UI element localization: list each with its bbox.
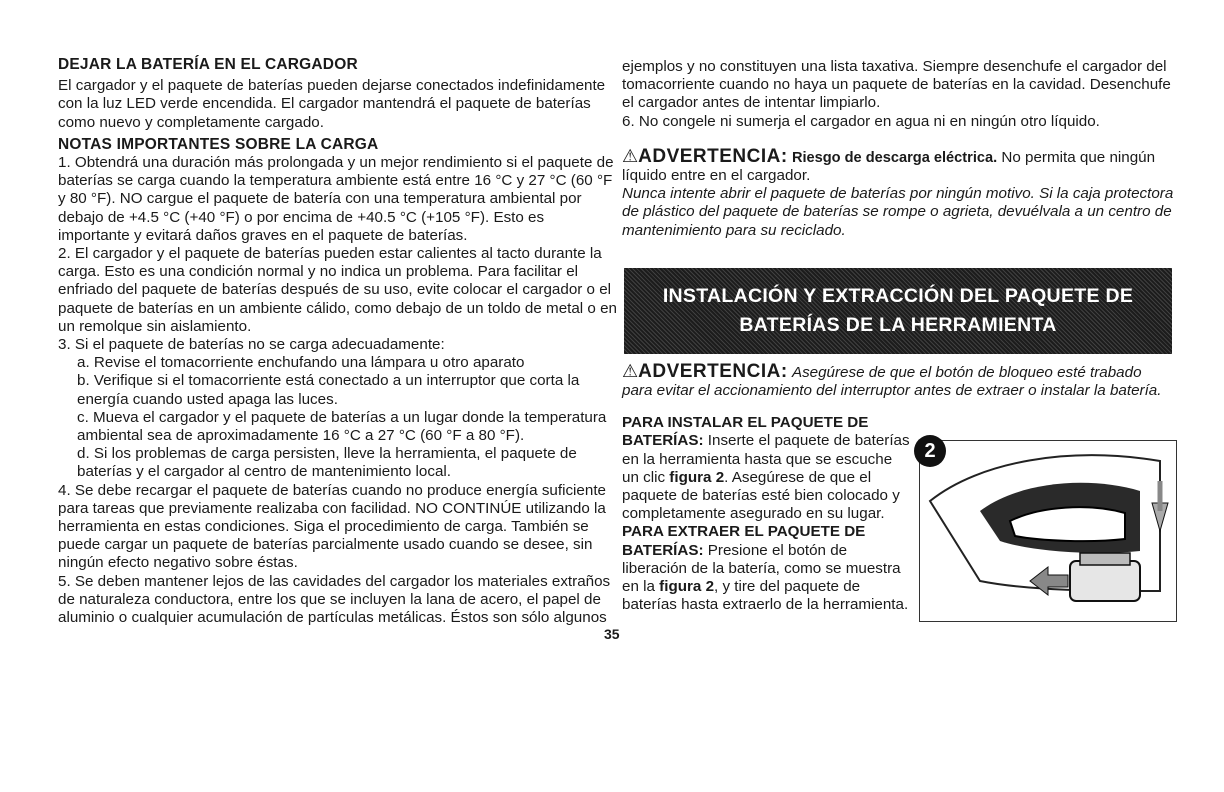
note-3c: c. Mueva el cargador y el paquete de baterías a un lugar donde la temperatura ambiental sea de aproximadamente 16 °C a 27 °C (60 °F a 80 °F). bbox=[77, 408, 607, 445]
figure-number-badge: 2 bbox=[914, 435, 946, 467]
heading-leave-battery: DEJAR LA BATERÍA EN EL CARGADOR bbox=[58, 56, 358, 73]
banner-line-2: BATERÍAS DE LA HERRAMIENTA bbox=[739, 313, 1057, 336]
remove-text-1: Presione el botón de liberación de la batería, como se muestra en la bbox=[622, 541, 901, 596]
note-2: 2. El cargador y el paquete de baterías pueden estar calientes al tacto durante la carga. Esto es una condición normal y no indica un problema. Para facilitar el enfriado del paquete de baterías después de su uso, evite colocar el cargador o el paquete de baterías en un ambiente cálido, como debajo de un toldo de metal o en un remolque sin aislamiento. bbox=[58, 245, 617, 335]
continuation-text: ejemplos y no constituyen una lista taxativa. Siempre desenchufe el cargador del tomacorriente cuando no haya un paquete de baterías en la cavidad. Desenchufe el cargador antes de intentar limpiarlo. bbox=[622, 58, 1171, 112]
note-1: 1. Obtendrá una duración más prolongada y un mejor rendimiento si el paquete de baterías se carga cuando la temperatura ambiente está entre 16 °C y 27 °C (60 °F y 80 °F). NO cargue el paquete de batería con una temperatura ambiental por debajo de +4.5 °C (+40 °F) o por encima de +40.5 °C (+105 °F). Esto es importante y evitará daños graves en el paquete de baterías. bbox=[58, 154, 614, 244]
para-leave-battery: El cargador y el paquete de baterías pueden dejarse conectados indefinidamente con la luz LED verde encendida. El cargador mantendrá el paquete de baterías como nuevo y completamente cargado. bbox=[58, 77, 606, 131]
install-text-2: . Asegúrese de que el paquete de baterías esté bien colocado y completamente asegurado en su lugar. bbox=[622, 468, 900, 523]
note-3: 3. Si el paquete de baterías no se carga adecuadamente: bbox=[58, 336, 445, 354]
note-3a: a. Revise el tomacorriente enchufando una lámpara u otro aparato bbox=[77, 354, 525, 372]
note-4: 4. Se debe recargar el paquete de baterías cuando no produce energía suficiente para tareas que previamente realizaba con facilidad. NO CONTINÚE utilizando la herramienta en estas condiciones. Siga el procedimiento de carga. También se puede cargar un paquete de baterías parcialmente usado cuando se desee, sin ningún efecto negativo sobre éstas. bbox=[58, 481, 606, 572]
note-3d: d. Si los problemas de carga persisten, lleve la herramienta, el paquete de baterías y el cargador al centro de mantenimiento local. bbox=[77, 445, 577, 481]
install-figure-ref: figura 2 bbox=[669, 468, 725, 486]
remove-text-2: , y tire del paquete de baterías hasta extraerlo de la herramienta. bbox=[622, 578, 909, 614]
heading-charging-notes: NOTAS IMPORTANTES SOBRE LA CARGA bbox=[58, 135, 379, 153]
warning-triangle-icon: ⚠ bbox=[622, 145, 639, 166]
remove-heading: PARA EXTRAER EL PAQUETE DE BATERÍAS: bbox=[622, 523, 866, 559]
banner-line-1: INSTALACIÓN Y EXTRACCIÓN DEL PAQUETE DE bbox=[662, 284, 1134, 307]
warning-subtitle: Riesgo de descarga eléctrica. bbox=[791, 149, 998, 166]
left-column bbox=[58, 56, 618, 627]
warning-label-2: ADVERTENCIA: bbox=[638, 360, 788, 382]
install-heading: PARA INSTALAR EL PAQUETE DE BATERÍAS: bbox=[622, 414, 869, 450]
note-6: 6. No congele ni sumerja el cargador en agua ni en ningún otro líquido. bbox=[622, 112, 1100, 130]
page-number: 35 bbox=[604, 626, 620, 642]
warning-electric bbox=[622, 147, 1174, 185]
warning-text: No permita que ningún líquido entre en el cargador. bbox=[622, 148, 1156, 185]
section-banner bbox=[624, 268, 1172, 354]
install-text-1: Inserte el paquete de baterías en la herramienta hasta que se escuche un clic bbox=[622, 432, 910, 486]
figure-2 bbox=[919, 440, 1177, 622]
warning-lock bbox=[622, 362, 1174, 400]
warning-label: ADVERTENCIA: bbox=[638, 145, 788, 167]
warning-triangle-icon: ⚠ bbox=[622, 360, 639, 381]
install-section bbox=[622, 414, 912, 614]
battery-tool-illustration bbox=[920, 441, 1176, 621]
warning-italic-text: Nunca intente abrir el paquete de baterías por ningún motivo. Si la caja protectora de plástico del paquete de baterías se rompe o agrieta, devuélvala a un centro de mantenimiento para su reciclado. bbox=[622, 185, 1174, 239]
note-5: 5. Se deben mantener lejos de las cavidades del cargador los materiales extraños de naturaleza conductora, entre los que se incluyen la lana de acero, el papel de aluminio o cualquier acumulación de partículas metálicas. Éstos son sólo algunos bbox=[58, 572, 611, 627]
remove-figure-ref: figura 2 bbox=[659, 578, 715, 596]
warning-lock-text: Asegúrese de que el botón de bloqueo esté trabado para evitar el accionamiento del interruptor antes de extraer o instalar la batería. bbox=[622, 363, 1162, 400]
note-3b: b. Verifique si el tomacorriente está conectado a un interruptor que corta la energía cuando usted apaga las luces. bbox=[77, 372, 580, 408]
